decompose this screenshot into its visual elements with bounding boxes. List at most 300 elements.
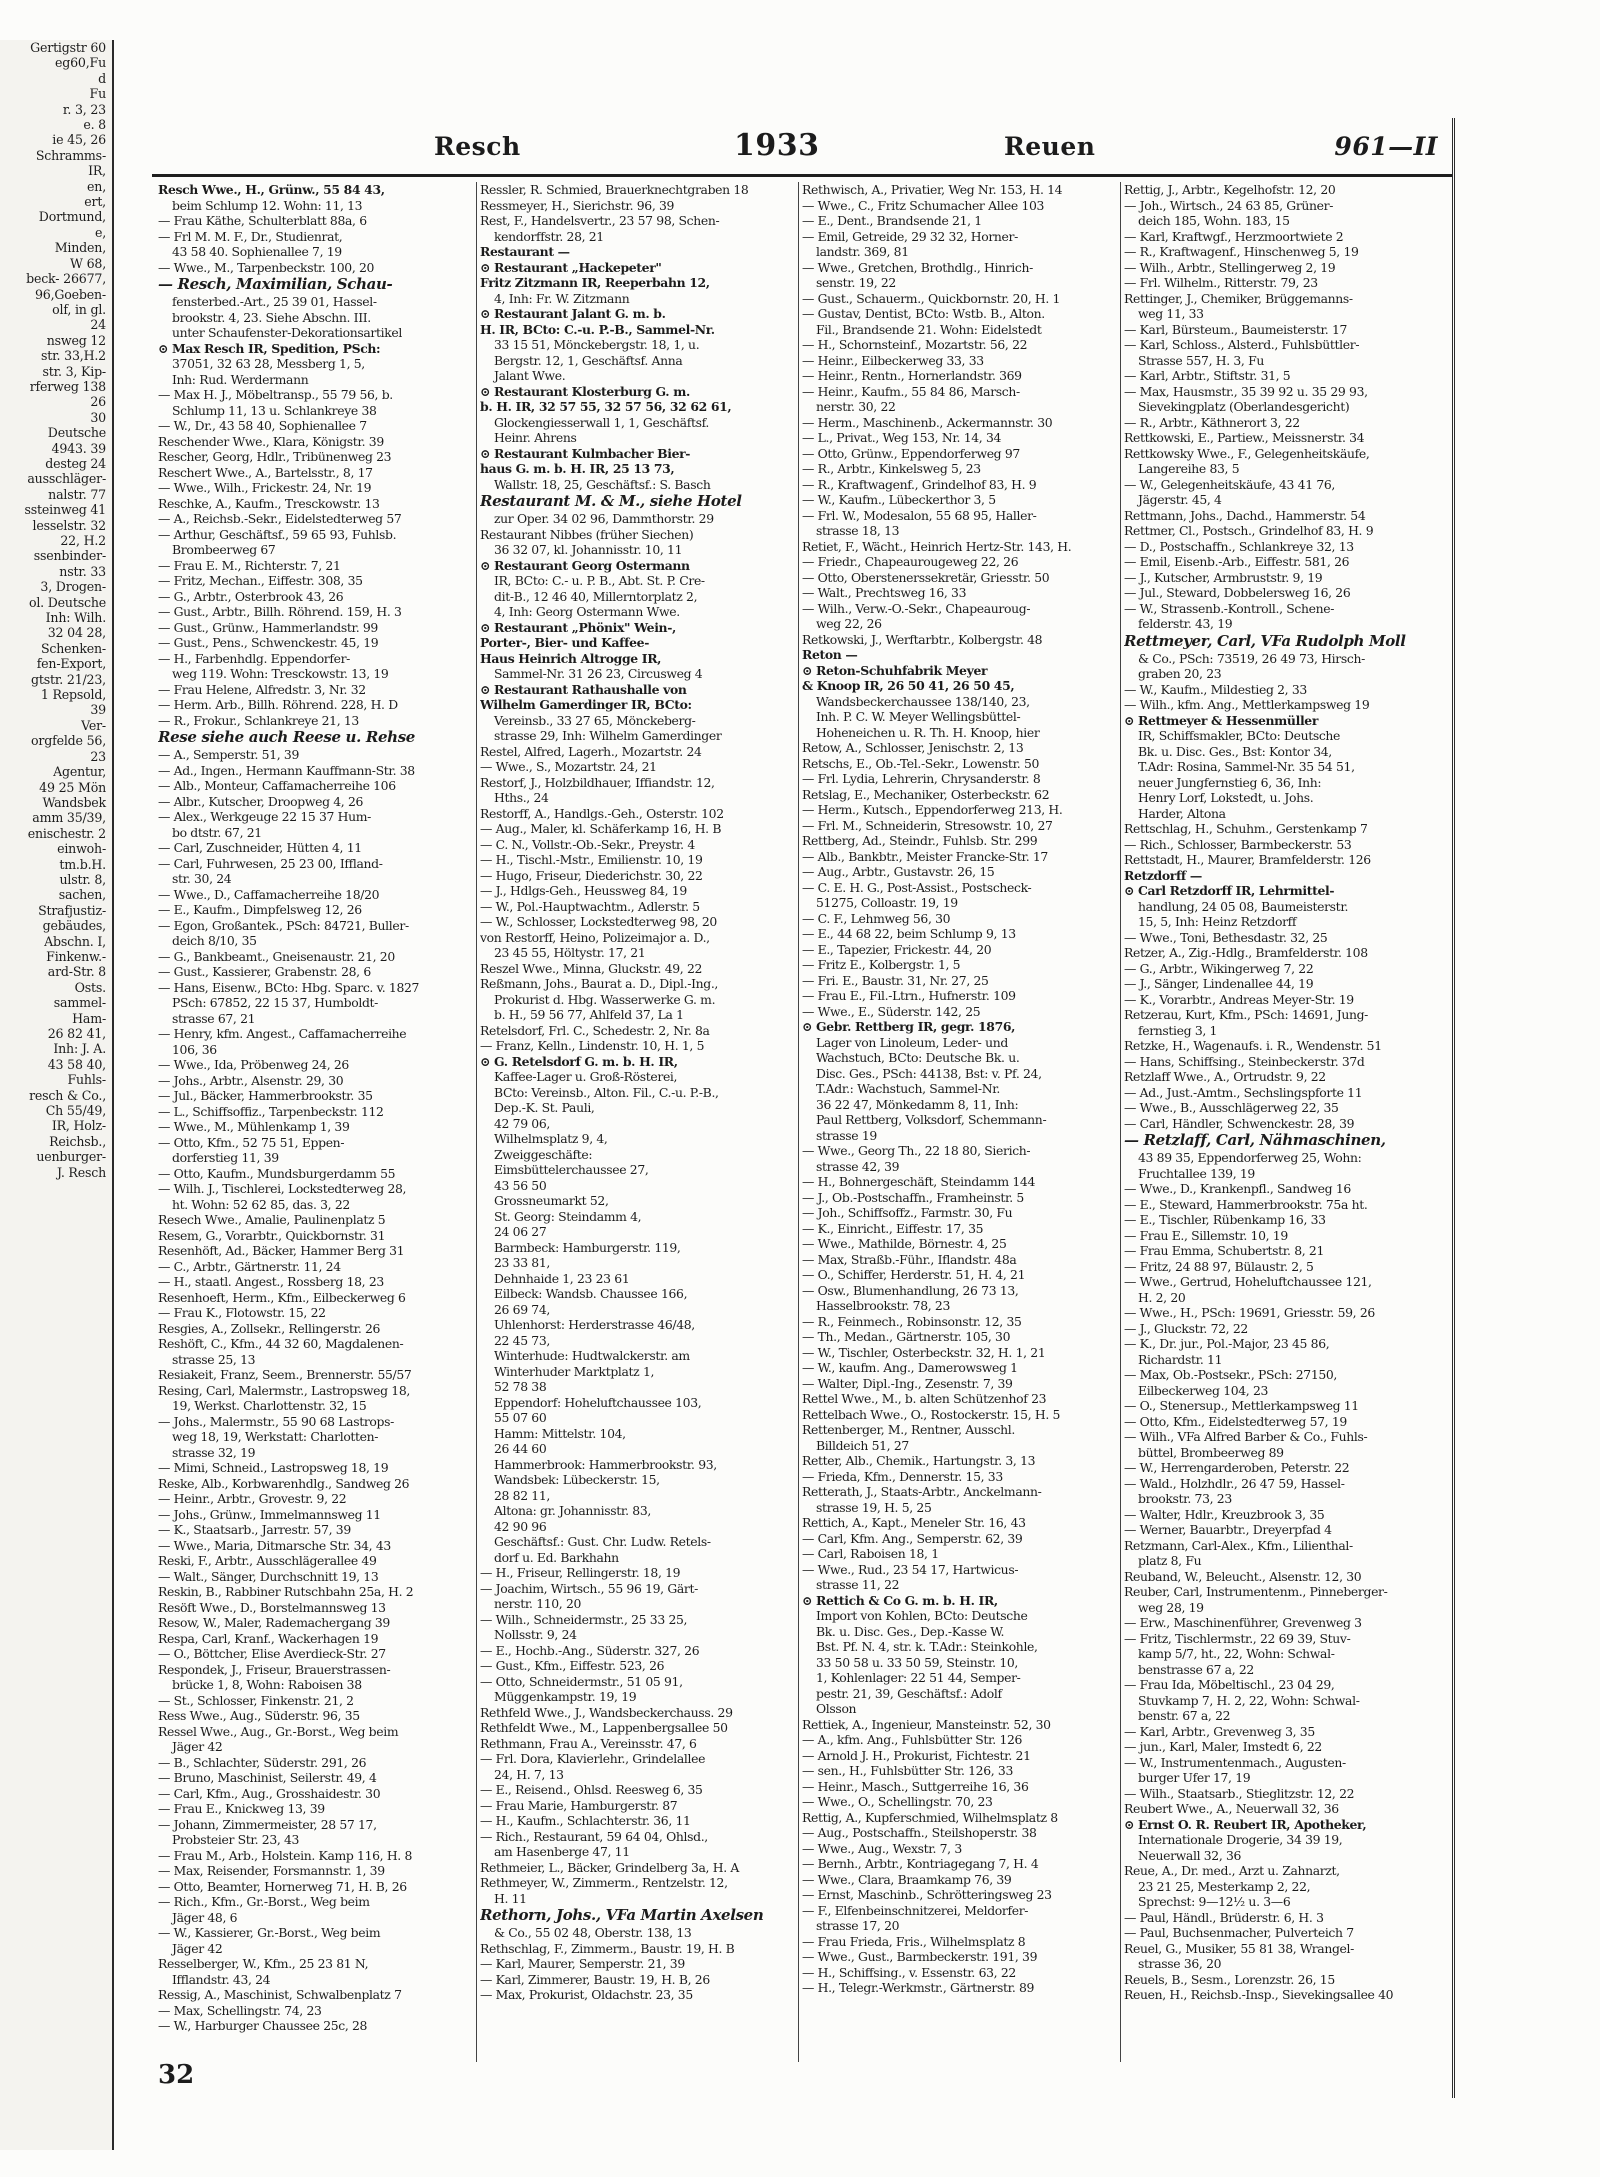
directory-entry: dorferstieg 11, 39 <box>172 1150 279 1165</box>
directory-entry: Rettiek, A., Ingenieur, Mansteinstr. 52, 30 <box>802 1716 1051 1732</box>
fragment-line: IR, <box>88 163 106 179</box>
directory-entry: strasse 11, 22 <box>816 1577 900 1592</box>
directory-entry: 4, Inh: Georg Ostermann Wwe. <box>494 604 680 619</box>
directory-entry: — Carl, Fuhrwesen, 25 23 00, Iffland- <box>158 855 383 871</box>
fragment-line: ausschläger- <box>27 471 106 487</box>
directory-entry: deich 185, Wohn. 183, 15 <box>1138 213 1290 228</box>
directory-entry: Respa, Carl, Kranf., Wackerhagen 19 <box>158 1630 379 1646</box>
directory-entry: — Carl, Zuschneider, Hütten 4, 11 <box>158 840 362 855</box>
directory-entry: — Ad., Ingen., Hermann Kauffmann-Str. 38 <box>158 762 415 778</box>
fragment-line: ard-Str. 8 <box>47 964 106 980</box>
directory-entry: Haus Heinrich Altrogge IR, <box>480 650 662 666</box>
directory-entry: — Wwe., Gertrud, Hoheluftchaussee 121, <box>1124 1274 1372 1289</box>
directory-entry: strasse 17, 20 <box>816 1918 900 1933</box>
directory-entry: — R., Kraftwagenf., Hinschenweg 5, 19 <box>1124 244 1359 259</box>
directory-entry: 15, 5, Inh: Heinz Retzdorff <box>1138 914 1297 929</box>
directory-entry: — Bruno, Maschinist, Seilerstr. 49, 4 <box>158 1770 377 1785</box>
directory-entry: — Frieda, Kfm., Dennerstr. 15, 33 <box>802 1468 1003 1484</box>
header-last-keyword: Reuen <box>1004 132 1096 161</box>
directory-entry: Rethwisch, A., Privatier, Weg Nr. 153, H. 14 <box>802 182 1063 197</box>
directory-entry: beim Schlump 12. Wohn: 11, 13 <box>172 197 363 213</box>
directory-entry: — W., Dr., 43 58 40, Sophienallee 7 <box>158 418 367 433</box>
directory-entry: — Frl. W., Modesalon, 55 68 95, Haller- <box>802 507 1037 523</box>
directory-entry: — O., Schiffer, Herderstr. 51, H. 4, 21 <box>802 1267 1026 1282</box>
directory-entry: strasse 67, 21 <box>172 1010 256 1026</box>
fragment-line: Wandsbek <box>42 794 106 810</box>
directory-entry: — Wilh., Staatsarb., Stieglitzstr. 12, 22 <box>1124 1785 1355 1801</box>
directory-entry: Rettstadt, H., Maurer, Bramfelderstr. 126 <box>1124 852 1371 867</box>
directory-entry: — Fritz, Tischlermstr., 22 69 39, Stuv- <box>1124 1630 1351 1646</box>
directory-entry: — H., staatl. Angest., Rossberg 18, 23 <box>158 1274 384 1289</box>
directory-entry: — Wilh., Verw.-O.-Sekr., Chapeauroug- <box>802 600 1031 616</box>
directory-entry: Kaffee-Lager u. Groß-Rösterei, <box>494 1069 678 1084</box>
directory-entry: Rethfeld Wwe., J., Wandsbeckerchauss. 29 <box>480 1704 733 1720</box>
directory-entry: Resow, W., Maler, Rademachergang 39 <box>158 1615 390 1630</box>
fragment-line: tm.b.H. <box>59 856 106 872</box>
directory-entry: weg 22, 26 <box>816 616 882 631</box>
fragment-line: Inh: J. A. <box>53 1041 106 1057</box>
directory-entry: Resem, G., Vorarbtr., Quickbornstr. 31 <box>158 1227 386 1243</box>
directory-entry: Rethschlag, F., Zimmerm., Baustr. 19, H. B <box>480 1940 735 1956</box>
directory-entry: — Wwe., B., Ausschlägerweg 22, 35 <box>1124 1100 1339 1115</box>
directory-entry: ⊙ Reton-Schuhfabrik Meyer <box>802 662 988 678</box>
directory-entry: Rethorn, Johs., VFa Martin Axelsen <box>480 1906 764 1924</box>
directory-entry: Strasse 557, H. 3, Fu <box>1138 352 1264 368</box>
directory-entry: — sen., H., Fuhlsbütter Str. 126, 33 <box>802 1763 1013 1778</box>
directory-entry: — R., Arbtr., Käthnerort 3, 22 <box>1124 414 1300 430</box>
directory-entry: Bk. u. Disc. Ges., Dep.-Kasse W. <box>816 1623 1005 1639</box>
fragment-line: Fuhls- <box>67 1072 106 1088</box>
directory-entry: Olsson <box>816 1701 857 1716</box>
directory-entry: Disc. Ges., PSch: 44138, Bst: v. Pf. 24, <box>816 1065 1042 1081</box>
directory-entry: ⊙ Ernst O. R. Reubert IR, Apotheker, <box>1124 1816 1367 1832</box>
directory-entry: Retow, A., Schlosser, Jenischstr. 2, 13 <box>802 740 1024 755</box>
directory-entry: — Max H. J., Möbeltransp., 55 79 56, b. <box>158 387 393 402</box>
directory-entry: Resgies, A., Zollsekr., Rellingerstr. 26 <box>158 1320 381 1336</box>
directory-entry: — Frau Marie, Hamburgerstr. 87 <box>480 1797 678 1813</box>
directory-entry: Resing, Carl, Malermstr., Lastropsweg 18, <box>158 1382 410 1398</box>
directory-entry: — Wwe., Maria, Ditmarsche Str. 34, 43 <box>158 1537 391 1553</box>
directory-entry: büttel, Brombeerweg 89 <box>1138 1444 1284 1460</box>
directory-entry: — Paul, Händl., Brüderstr. 6, H. 3 <box>1124 1909 1324 1925</box>
directory-entry: — J., Ob.-Postschaffn., Framheinstr. 5 <box>802 1189 1024 1205</box>
directory-entry: — Mimi, Schneid., Lastropsweg 18, 19 <box>158 1460 389 1475</box>
directory-entry: — Arnold J. H., Prokurist, Fichtestr. 21 <box>802 1747 1031 1763</box>
column-3 <box>802 182 1121 2062</box>
directory-entry: — Joh., Schiffsoffz., Farmstr. 30, Fu <box>802 1205 1013 1220</box>
directory-entry: — Arthur, Geschäftsf., 59 65 93, Fuhlsb. <box>158 526 397 542</box>
directory-entry: — Karl, Schloss., Alsterd., Fuhlsbüttler- <box>1124 337 1360 352</box>
directory-entry: — Frau E., Sillemstr. 10, 19 <box>1124 1227 1288 1243</box>
directory-entry: — Aug., Postschaffn., Steilshoperstr. 38 <box>802 1825 1037 1840</box>
directory-entry: nerstr. 110, 20 <box>494 1596 582 1611</box>
directory-entry: — Gust., Pens., Schwenckestr. 45, 19 <box>158 635 379 650</box>
directory-entry: — Frau E., Fil.-Ltrn., Hufnerstr. 109 <box>802 988 1016 1003</box>
fragment-line: desteg 24 <box>45 455 106 471</box>
directory-entry: — Karl, Bürsteum., Baumeisterstr. 17 <box>1124 321 1348 337</box>
folio-number: 32 <box>158 2060 195 2090</box>
directory-entry: ⊙ Restaurant Georg Ostermann <box>480 557 690 573</box>
directory-entry: Ressler, R. Schmied, Brauerknechtgraben 18 <box>480 182 749 197</box>
directory-entry: Retzmann, Carl-Alex., Kfm., Lilienthal- <box>1124 1537 1353 1553</box>
fragment-line: Ch 55/49, <box>45 1103 106 1119</box>
directory-entry: — Gust., Kfm., Eiffestr. 523, 26 <box>480 1658 665 1673</box>
directory-entry: — L., Privat., Weg 153, Nr. 14, 34 <box>802 430 1002 445</box>
directory-entry: — Gust., Kassierer, Grabenstr. 28, 6 <box>158 964 371 979</box>
directory-entry: — K., Dr. jur., Pol.-Major, 23 45 86, <box>1124 1336 1330 1351</box>
directory-entry: St. Georg: Steindamm 4, <box>494 1208 642 1224</box>
directory-entry: Reuband, W., Beleucht., Alsenstr. 12, 30 <box>1124 1568 1362 1584</box>
directory-entry: — Franz, Kelln., Lindenstr. 10, H. 1, 5 <box>480 1038 705 1053</box>
directory-entry: ⊙ Rettmeyer & Hessenmüller <box>1124 712 1319 728</box>
directory-entry: — Wwe., Ida, Pröbenweg 24, 26 <box>158 1057 349 1072</box>
directory-entry: Zweiggeschäfte: <box>494 1146 593 1162</box>
directory-entry: — Frau M., Arb., Holstein. Kamp 116, H. 8 <box>158 1847 413 1863</box>
directory-entry: Reschender Wwe., Klara, Königstr. 39 <box>158 433 384 449</box>
directory-entry: — Herm., Kutsch., Eppendorferweg 213, H. <box>802 802 1063 817</box>
fragment-line: 96,Goeben- <box>34 286 106 302</box>
directory-entry: Hamm: Mittelstr. 104, <box>494 1425 626 1441</box>
directory-entry: — Frau Frieda, Fris., Wilhelmsplatz 8 <box>802 1933 1026 1949</box>
directory-entry: — Wwe., Toni, Bethesdastr. 32, 25 <box>1124 929 1328 945</box>
fragment-line: nalstr. 77 <box>48 486 106 502</box>
directory-entry: & Co., 55 02 48, Oberstr. 138, 13 <box>494 1925 692 1940</box>
directory-entry: Restaurant — <box>480 244 570 259</box>
directory-entry: 43 89 35, Eppendorferweg 25, Wohn: <box>1138 1150 1362 1165</box>
directory-entry: Reschke, A., Kaufm., Tresckowstr. 13 <box>158 495 380 511</box>
directory-entry: 1, Kohlenlager: 22 51 44, Semper- <box>816 1670 1021 1685</box>
directory-entry: — Walter, Hdlr., Kreuzbrook 3, 35 <box>1124 1506 1325 1522</box>
previous-page-fragment <box>0 40 114 2150</box>
directory-entry: Rettmeyer, Carl, VFa Rudolph Moll <box>1124 631 1406 650</box>
directory-entry: — Ad., Just.-Amtm., Sechslingspforte 11 <box>1124 1084 1363 1100</box>
directory-entry: — Max, Prokurist, Oldachstr. 23, 35 <box>480 1987 693 2002</box>
directory-entry: Heinr. Ahrens <box>494 430 577 445</box>
directory-entry: Wachstuch, BCto: Deutsche Bk. u. <box>816 1050 1020 1065</box>
directory-entry: — Frau E., Knickweg 13, 39 <box>158 1801 325 1816</box>
directory-entry: strasse 19 <box>816 1127 877 1143</box>
directory-entry: — R., Feinmech., Robinsonstr. 12, 35 <box>802 1313 1022 1329</box>
directory-entry: Wandsbek: Lübeckerstr. 15, <box>494 1472 660 1487</box>
directory-entry: b. H., 59 56 77, Ahlfeld 37, La 1 <box>494 1007 684 1022</box>
directory-entry: — Otto, Kfm., 52 75 51, Eppen- <box>158 1134 345 1150</box>
directory-entry: Fil., Brandsende 21. Wohn: Eidelstedt <box>816 321 1042 337</box>
directory-entry: — Karl, Arbtr., Grevenweg 3, 35 <box>1124 1723 1315 1739</box>
fragment-line: beck- 26677, <box>26 271 106 287</box>
fragment-line: ssteinweg 41 <box>24 502 106 518</box>
directory-entry: Rettschlag, H., Schuhm., Gerstenkamp 7 <box>1124 821 1368 836</box>
fragment-line: 32 04 28, <box>47 625 106 641</box>
directory-entry: weg 11, 33 <box>1138 306 1204 321</box>
directory-entry: Reuels, B., Sesm., Lorenzstr. 26, 15 <box>1124 1971 1335 1987</box>
directory-entry: bo dtstr. 67, 21 <box>172 824 262 840</box>
directory-entry: Jägerstr. 45, 4 <box>1138 492 1222 507</box>
directory-entry: — Johann, Zimmermeister, 28 57 17, <box>158 1816 377 1832</box>
directory-entry: Eimsbüttelerchaussee 27, <box>494 1162 649 1177</box>
directory-entry: — Emil, Eisenb.-Arb., Eiffestr. 581, 26 <box>1124 554 1350 569</box>
directory-entry: Rese siehe auch Reese u. Rehse <box>158 728 415 746</box>
column-4 <box>1124 182 1442 2062</box>
fragment-line: ert, <box>84 194 106 210</box>
directory-entry: 24, H. 7, 13 <box>494 1766 564 1782</box>
directory-entry: — Jul., Bäcker, Hammerbrookstr. 35 <box>158 1088 373 1103</box>
directory-entry: Reßmann, Johs., Baurat a. D., Dipl.-Ing., <box>480 976 719 991</box>
directory-entry: — H., Tischl.-Mstr., Emilienstr. 10, 19 <box>480 852 703 867</box>
directory-entry: — Heinr., Kaufm., 55 84 86, Marsch- <box>802 383 1020 399</box>
directory-entry: — G., Arbtr., Osterbrook 43, 26 <box>158 588 344 604</box>
fragment-line: 49 25 Mön <box>39 779 106 795</box>
directory-entry: — Karl, Zimmerer, Baustr. 19, H. B, 26 <box>480 1971 710 1987</box>
fragment-line: nsweg 12 <box>46 332 106 348</box>
directory-entry: — W., Strassenb.-Kontroll., Schene- <box>1124 600 1335 616</box>
directory-entry: T.Adr: Rosina, Sammel-Nr. 35 54 51, <box>1138 759 1355 774</box>
directory-entry: — St., Schlosser, Finkenstr. 21, 2 <box>158 1692 354 1708</box>
fragment-line: Minden, <box>54 240 106 256</box>
directory-entry: — Resch, Maximilian, Schau- <box>158 275 393 293</box>
directory-entry: Restorf, J., Holzbildhauer, Iffiandstr. 12, <box>480 774 715 790</box>
directory-entry: — C. N., Vollstr.-Ob.-Sekr., Preystr. 4 <box>480 836 695 852</box>
directory-entry: 26 44 60 <box>494 1441 547 1456</box>
directory-entry: Bst. Pf. N. 4, str. k. T.Adr.: Steinkohle, <box>816 1639 1038 1654</box>
directory-entry: — Carl, Kfm., Aug., Grosshaidestr. 30 <box>158 1785 381 1801</box>
directory-entry: Ressmeyer, H., Sierichstr. 96, 39 <box>480 197 675 213</box>
fragment-line: gtstr. 21/23, <box>31 671 106 687</box>
directory-entry: Retter, Alb., Chemik., Hartungstr. 3, 13 <box>802 1453 1036 1468</box>
directory-entry: strasse 25, 13 <box>172 1351 256 1367</box>
directory-entry: — Wwe., E., Süderstr. 142, 25 <box>802 1003 981 1019</box>
directory-entry: Reue, A., Dr. med., Arzt u. Zahnarzt, <box>1124 1863 1340 1878</box>
directory-entry: — Heinr., Masch., Suttgerreihe 16, 36 <box>802 1778 1029 1794</box>
directory-entry: Probsteier Str. 23, 43 <box>172 1832 300 1847</box>
directory-entry: brookstr. 4, 23. Siehe Abschn. III. <box>172 309 371 325</box>
fragment-line: orgfelde 56, <box>31 733 106 749</box>
directory-entry: Rest, F., Handelsvertr., 23 57 98, Schen- <box>480 213 720 228</box>
directory-entry: Müggenkampstr. 19, 19 <box>494 1689 637 1704</box>
directory-entry: — A., Reichsb.-Sekr., Eidelstedterweg 57 <box>158 511 402 526</box>
directory-entry: strasse 42, 39 <box>816 1158 900 1174</box>
fragment-line: 39 <box>90 702 106 718</box>
fragment-line: 3, Drogen- <box>40 579 106 595</box>
directory-entry: — Alb., Monteur, Caffamacherreihe 106 <box>158 778 396 793</box>
directory-entry: 23 45 55, Höltystr. 17, 21 <box>494 945 646 960</box>
directory-entry: — W., Tischler, Osterbeckstr. 32, H. 1, 21 <box>802 1344 1046 1360</box>
fragment-line: Abschn. I, <box>44 933 106 949</box>
directory-entry: — W., Instrumentenmach., Augusten- <box>1124 1754 1346 1770</box>
directory-entry: — G., Bankbeamt., Gneisenaustr. 21, 20 <box>158 948 395 964</box>
directory-entry: nerstr. 30, 22 <box>816 399 896 414</box>
directory-entry: Retiet, F., Wächt., Heinrich Hertz-Str. 143, H. <box>802 538 1072 554</box>
directory-entry: Reuen, H., Reichsb.-Insp., Sievekingsallee 40 <box>1124 1987 1394 2002</box>
directory-entry: Sievekingplatz (Oberlandesgericht) <box>1138 399 1350 414</box>
directory-entry: — Gust., Schauerm., Quickbornstr. 20, H. 1 <box>802 290 1061 306</box>
fragment-line: Inh: Wilh. <box>45 610 106 626</box>
directory-entry: — Otto, Oberstenerssekretär, Griesstr. 50 <box>802 569 1050 585</box>
directory-entry: — Frl. M., Schneiderin, Stresowstr. 10, 27 <box>802 817 1053 833</box>
directory-entry: — Aug., Arbtr., Gustavstr. 26, 15 <box>802 864 995 879</box>
directory-entry: 42 90 96 <box>494 1518 547 1534</box>
directory-entry: strasse 19, H. 5, 25 <box>816 1499 932 1515</box>
directory-entry: Resselberger, W., Kfm., 25 23 81 N, <box>158 1956 369 1971</box>
column-2 <box>480 182 799 2062</box>
directory-page <box>152 118 1455 2098</box>
directory-entry: — K., Staatsarb., Jarrestr. 57, 39 <box>158 1522 351 1537</box>
directory-entry: — Max, Straßb.-Führ., Iflandstr. 48a <box>802 1251 1017 1267</box>
directory-entry: fensterbed.-Art., 25 39 01, Hassel- <box>172 294 377 309</box>
directory-entry: Resch Wwe., H., Grünw., 55 84 43, <box>158 182 385 197</box>
directory-entry: — B., Schlachter, Süderstr. 291, 26 <box>158 1754 367 1770</box>
directory-entry: — Karl, Maurer, Semperstr. 21, 39 <box>480 1956 685 1971</box>
fragment-line: Osts. <box>74 979 106 995</box>
directory-entry: Rettmer, Cl., Postsch., Grindelhof 83, H. 9 <box>1124 523 1374 538</box>
directory-entry: — Henry, kfm. Angest., Caffamacherreihe <box>158 1026 407 1041</box>
directory-entry: — J., Kutscher, Armbruststr. 9, 19 <box>1124 569 1323 585</box>
directory-entry: IR, Schiffsmakler, BCto: Deutsche <box>1138 728 1341 743</box>
fragment-line: r. 3, 23 <box>62 101 106 117</box>
directory-entry: T.Adr.: Wachstuch, Sammel-Nr. <box>816 1081 1001 1096</box>
directory-entry: Hths., 24 <box>494 790 549 805</box>
directory-entry: Wallstr. 18, 25, Geschäftsf.: S. Basch <box>494 476 711 492</box>
directory-entry: — Johs., Arbtr., Alsenstr. 29, 30 <box>158 1072 344 1088</box>
directory-entry: — Wwe., D., Caffamacherreihe 18/20 <box>158 886 380 902</box>
directory-entry: — W., Kaufm., Mildestieg 2, 33 <box>1124 681 1307 697</box>
directory-entry: Inh: Rud. Werdermann <box>172 371 309 387</box>
fragment-line: sammel- <box>53 995 106 1011</box>
directory-entry: — Frau Käthe, Schulterblatt 88a, 6 <box>158 213 367 228</box>
fragment-line: sachen, <box>58 887 106 903</box>
directory-entry: Neuerwall 32, 36 <box>1138 1847 1242 1863</box>
directory-entry: Billdeich 51, 27 <box>816 1437 909 1453</box>
fragment-line: Agentur, <box>53 764 106 780</box>
directory-entry: benstr. 67 a, 22 <box>1138 1708 1231 1723</box>
directory-entry: — Fritz E., Kolbergstr. 1, 5 <box>802 957 961 972</box>
directory-entry: — Th., Medan., Gärtnerstr. 105, 30 <box>802 1329 1011 1344</box>
directory-entry: — Retzlaff, Carl, Nähmaschinen, <box>1124 1131 1386 1149</box>
directory-entry: — E., Dent., Brandsende 21, 1 <box>802 213 982 228</box>
fragment-line: 30 <box>90 409 106 425</box>
directory-entry: — Paul, Buchsenmacher, Pulverteich 7 <box>1124 1925 1354 1940</box>
directory-entry: Dep.-K. St. Pauli, <box>494 1100 595 1115</box>
directory-entry: am Hasenberge 47, 11 <box>494 1844 630 1859</box>
directory-entry: 28 82 11, <box>494 1487 550 1503</box>
directory-entry: Retzdorff — <box>1124 867 1202 883</box>
directory-entry: — H., Kaufm., Schlachterstr. 36, 11 <box>480 1813 691 1828</box>
directory-entry: Hammerbrook: Hammerbrookstr. 93, <box>494 1456 717 1472</box>
directory-entry: kamp 5/7, ht., 22, Wohn: Schwal- <box>1138 1646 1335 1661</box>
directory-entry: — Karl, Kraftwgf., Herzmoortwiete 2 <box>1124 228 1344 244</box>
directory-entry: — F., Elfenbeinschnitzerei, Meldorfer- <box>802 1902 1029 1918</box>
fragment-line: e. 8 <box>83 117 106 133</box>
directory-entry: Wandsbeckerchaussee 138/140, 23, <box>816 693 1030 709</box>
directory-entry: 43 56 50 <box>494 1177 547 1193</box>
directory-entry: Lager von Linoleum, Leder- und <box>816 1034 1008 1050</box>
directory-entry: weg 28, 19 <box>1138 1599 1204 1615</box>
directory-entry: — H., Farbenhdlg. Eppendorfer- <box>158 650 351 666</box>
fragment-line: Reichsb., <box>49 1133 106 1149</box>
directory-entry: — Frl. Dora, Klavierlehr., Grindelallee <box>480 1751 706 1766</box>
directory-entry: ⊙ Restaurant Kulmbacher Bier- <box>480 445 691 461</box>
directory-entry: felderstr. 43, 19 <box>1138 616 1233 631</box>
fragment-line: Fu <box>89 86 106 102</box>
directory-entry: — Emil, Getreide, 29 32 32, Horner- <box>802 228 1018 244</box>
fragment-line: gebäudes, <box>42 918 106 934</box>
directory-entry: Altona: gr. Johannisstr. 83, <box>494 1503 651 1518</box>
directory-entry: — Wilh., Arbtr., Stellingerweg 2, 19 <box>1124 259 1336 275</box>
fragment-line: olf, in gl. <box>52 301 106 317</box>
directory-entry: 23 33 81, <box>494 1255 550 1270</box>
directory-entry: str. 30, 24 <box>172 871 232 886</box>
directory-entry: — Heinr., Arbtr., Grovestr. 9, 22 <box>158 1491 347 1506</box>
directory-entry: Langereihe 83, 5 <box>1138 461 1240 476</box>
directory-entry: — Fritz, 24 88 97, Bülaustr. 2, 5 <box>1124 1258 1314 1274</box>
fragment-line: J. Resch <box>56 1164 106 1180</box>
directory-entry: Schlump 11, 13 u. Schlankreye 38 <box>172 402 377 418</box>
fragment-line: ssenbinder- <box>33 548 106 564</box>
fragment-line: IR, Holz- <box>51 1118 106 1134</box>
directory-entry: Rethmeier, L., Bäcker, Grindelberg 3a, H. A <box>480 1859 739 1875</box>
directory-entry: — Johs., Malermstr., 55 90 68 Lastrops- <box>158 1413 394 1429</box>
directory-entry: Eppendorf: Hoheluftchaussee 103, <box>494 1394 702 1410</box>
directory-entry: — J., Gluckstr. 72, 22 <box>1124 1320 1248 1336</box>
directory-entry: — Ernst, Maschinb., Schrötteringsweg 23 <box>802 1887 1052 1902</box>
directory-entry: Retkowski, J., Werftarbtr., Kolbergstr. 48 <box>802 631 1043 647</box>
directory-entry: ⊙ Rettich & Co G. m. b. H. IR, <box>802 1592 998 1608</box>
directory-entry: Reskin, B., Rabbiner Rutschbahn 25a, H. 2 <box>158 1584 414 1599</box>
directory-entry: — Wwe., Aug., Wexstr. 7, 3 <box>802 1840 962 1856</box>
directory-entry: Retzer, A., Zig.-Hdlg., Bramfelderstr. 108 <box>1124 945 1368 960</box>
directory-entry: — H., Friseur, Rellingerstr. 18, 19 <box>480 1565 681 1580</box>
directory-entry: ⊙ Restaurant „Hackepeter" <box>480 259 662 275</box>
fragment-line: 1 Repsold, <box>40 687 106 703</box>
directory-entry: Reske, Alb., Korbwarenhdlg., Sandweg 26 <box>158 1475 410 1491</box>
directory-entry: — E., Reisend., Ohlsd. Reesweg 6, 35 <box>480 1782 703 1797</box>
directory-entry: Rettmann, Johs., Dachd., Hammerstr. 54 <box>1124 507 1366 523</box>
directory-entry: Restaurant Nibbes (früher Siechen) <box>480 526 694 542</box>
directory-entry: brücke 1, 8, Wohn: Raboisen 38 <box>172 1677 362 1692</box>
directory-entry: — Gust., Arbtr., Billh. Röhrend. 159, H. 3 <box>158 604 402 619</box>
directory-entry: — Max, Hausmstr., 35 39 92 u. 35 29 93, <box>1124 383 1368 399</box>
directory-entry: Resiakeit, Franz, Seem., Brennerstr. 55/57 <box>158 1367 412 1382</box>
directory-entry: weg 119. Wohn: Tresckowstr. 13, 19 <box>172 666 389 681</box>
directory-entry: Rettberg, Ad., Steindr., Fuhlsb. Str. 299 <box>802 833 1038 848</box>
directory-entry: — Egon, Großantek., PSch: 84721, Buller- <box>158 917 409 933</box>
directory-entry: — R., Frokur., Schlankreye 21, 13 <box>158 712 359 728</box>
directory-entry: — Max, Schellingstr. 74, 23 <box>158 2002 322 2018</box>
directory-entry: — E., Kaufm., Dimpfelsweg 12, 26 <box>158 902 362 917</box>
directory-entry: 51275, Colloastr. 19, 19 <box>816 895 958 910</box>
directory-entry: ⊙ Max Resch IR, Spedition, PSch: <box>158 340 381 356</box>
fragment-line: 24 <box>90 317 106 333</box>
directory-entry: — Wwe., S., Mozartstr. 24, 21 <box>480 759 657 774</box>
directory-entry: graben 20, 23 <box>1138 666 1222 681</box>
directory-entry: b. H. IR, 32 57 55, 32 57 56, 32 62 61, <box>480 399 732 414</box>
directory-entry: Ifflandstr. 43, 24 <box>172 1971 271 1987</box>
directory-entry: — Aug., Maler, kl. Schäferkamp 16, H. B <box>480 821 722 836</box>
directory-entry: Retschs, E., Ob.-Tel.-Sekr., Lowenstr. 50 <box>802 755 1040 771</box>
directory-entry: deich 8/10, 35 <box>172 933 257 948</box>
directory-entry: — O., Böttcher, Elise Averdieck-Str. 27 <box>158 1646 386 1661</box>
directory-entry: — Osw., Blumenhandlung, 26 73 13, <box>802 1282 1019 1298</box>
directory-entry: 24 06 27 <box>494 1224 547 1239</box>
directory-entry: ⊙ Restaurant Klosterburg G. m. <box>480 383 690 399</box>
fragment-line: Ham- <box>72 1010 106 1026</box>
directory-entry: — Frau Helene, Alfredstr. 3, Nr. 32 <box>158 681 366 697</box>
directory-entry: — Wilh., kfm. Ang., Mettlerkampsweg 19 <box>1124 697 1370 712</box>
fragment-line: nstr. 33 <box>59 563 106 579</box>
directory-entry: 23 21 25, Mesterkamp 2, 22, <box>1138 1878 1311 1894</box>
directory-entry: — Rich., Restaurant, 59 64 04, Ohlsd., <box>480 1828 708 1844</box>
directory-entry: — Otto, Kfm., Eidelstedterweg 57, 19 <box>1124 1413 1347 1429</box>
fragment-line: e, <box>94 224 106 240</box>
